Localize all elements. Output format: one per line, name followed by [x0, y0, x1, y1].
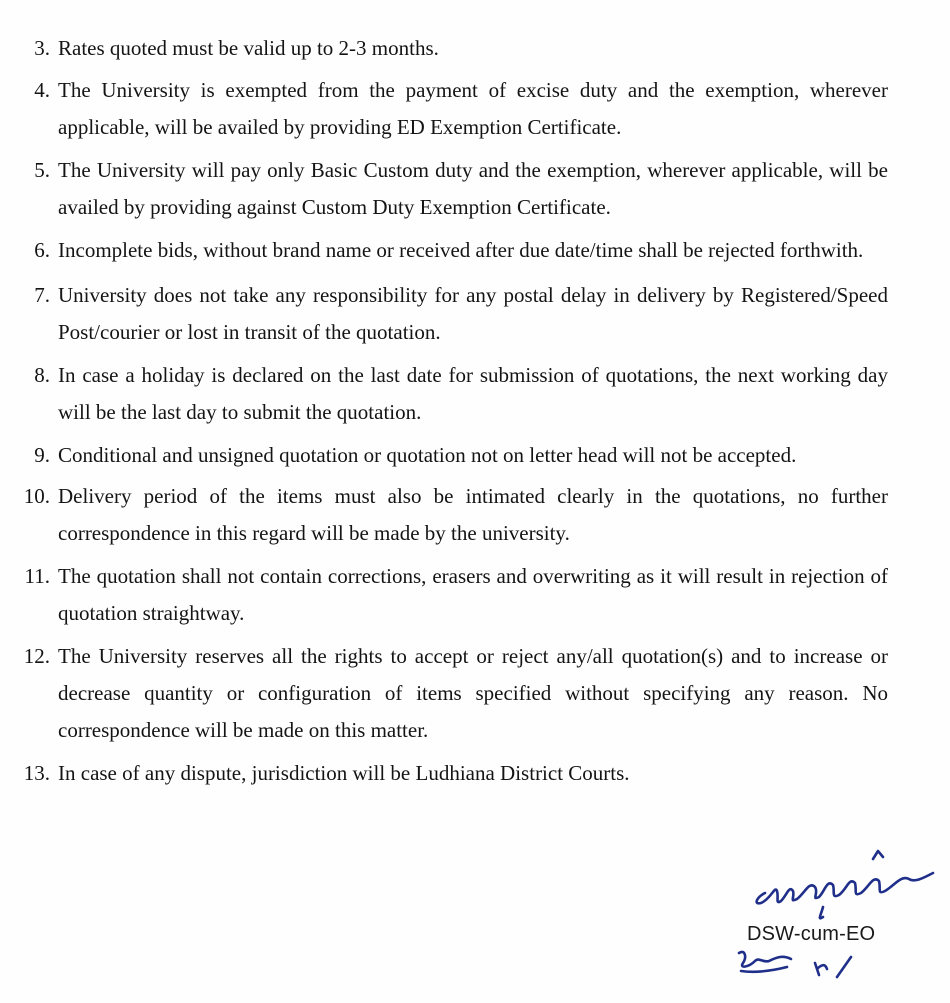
- term-number: 13.: [23, 761, 50, 785]
- signature-block: [725, 845, 950, 1003]
- term-item: [18, 478, 888, 552]
- term-item: [18, 72, 888, 146]
- term-text: In case of any dispute, jurisdiction will be Ludhiana District Courts.: [58, 761, 630, 785]
- term-number: 6.: [34, 238, 50, 262]
- term-number: 4.: [34, 78, 50, 102]
- term-item: [18, 152, 888, 226]
- term-number: 11.: [24, 564, 50, 588]
- term-number: 12.: [23, 644, 50, 668]
- term-text: The University reserves all the rights to accept or reject any/all quotation(s) and to increase or decrease quantity or configuration of items specified without specifying any reason. No correspondence will be made on this matter.: [58, 644, 888, 742]
- term-item: [18, 277, 888, 351]
- signatory-designation: DSW-cum-EO: [747, 923, 876, 945]
- term-item: [18, 638, 888, 749]
- term-text: In case a holiday is declared on the last date for submission of quotations, the next working day will be the last day to submit the quotation.: [58, 363, 888, 424]
- terms-list: [18, 30, 888, 792]
- term-number: 3.: [34, 36, 50, 60]
- term-text: Delivery period of the items must also be intimated clearly in the quotations, no further correspondence in this regard will be made by the university.: [58, 484, 888, 545]
- term-item: [18, 755, 888, 792]
- term-item: [18, 558, 888, 632]
- term-text: The University is exempted from the payment of excise duty and the exemption, wherever applicable, will be availed by providing ED Exemption Certificate.: [58, 78, 888, 139]
- term-number: 7.: [34, 283, 50, 307]
- term-number: 5.: [34, 158, 50, 182]
- term-item: [18, 357, 888, 431]
- term-text: The quotation shall not contain corrections, erasers and overwriting as it will result in rejection of quotation straightway.: [58, 564, 888, 625]
- term-text: Incomplete bids, without brand name or received after due date/time shall be rejected forthwith.: [58, 238, 864, 262]
- term-number: 10.: [23, 484, 50, 508]
- term-item: [18, 232, 888, 269]
- term-text: Conditional and unsigned quotation or quotation not on letter head will not be accepted.: [58, 443, 797, 467]
- term-text: University does not take any responsibility for any postal delay in delivery by Registered/Speed Post/courier or lost in transit of the quotation.: [58, 283, 888, 344]
- term-item: [18, 30, 888, 67]
- term-item: [18, 437, 888, 474]
- term-number: 9.: [34, 443, 50, 467]
- term-number: 8.: [34, 363, 50, 387]
- term-text: The University will pay only Basic Custom duty and the exemption, wherever applicable, will be availed by providing against Custom Duty Exemption Certificate.: [58, 158, 888, 219]
- term-text: Rates quoted must be valid up to 2-3 months.: [58, 36, 439, 60]
